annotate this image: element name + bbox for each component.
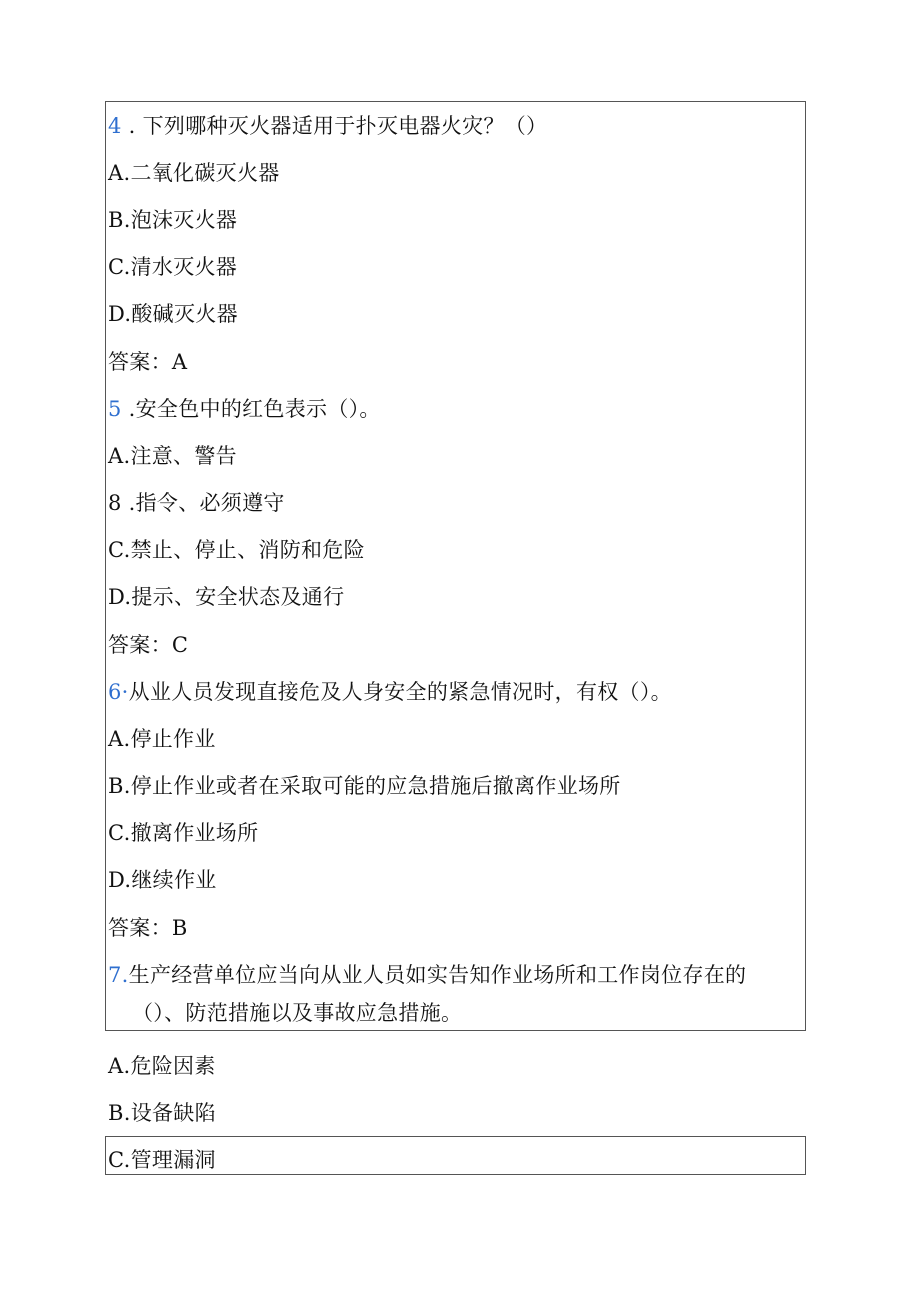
option-b: B.设备缺陷 [108, 1101, 216, 1125]
question-text-continued: （）、防范措施以及事故应急措施。 [132, 1001, 463, 1025]
answer: 答案：B [108, 916, 188, 940]
question-number: 7. [108, 963, 129, 987]
question-text: .安全色中的红色表示（）。 [121, 397, 381, 421]
option-b: 8 .指令、必须遵守 [108, 491, 285, 515]
option-c: C.禁止、停止、消防和危险 [108, 538, 365, 562]
option-a: A.停止作业 [108, 727, 216, 751]
question-7 [108, 963, 746, 987]
question-4 [108, 114, 547, 138]
answer: 答案：C [108, 633, 189, 657]
question-number: 4 [108, 114, 122, 138]
option-a: A.危险因素 [108, 1054, 216, 1078]
question-number: 5 [108, 397, 122, 421]
question-6 [108, 680, 672, 704]
question-text: 生产经营单位应当向从业人员如实告知作业场所和工作岗位存在的 [128, 963, 747, 987]
question-5 [108, 397, 381, 421]
option-d: D.继续作业 [108, 868, 217, 892]
option-d: D.酸碱灭火器 [108, 302, 238, 326]
question-text: . 下列哪种灭火器适用于扑灭电器火灾？（） [121, 114, 548, 138]
option-b: B.泡沫灭火器 [108, 208, 238, 232]
option-c: C.清水灭火器 [108, 255, 238, 279]
option-c: C.撤离作业场所 [108, 821, 259, 845]
question-text: 从业人员发现直接危及人身安全的紧急情况时，有权（）。 [128, 680, 672, 704]
option-d: D.提示、安全状态及通行 [108, 585, 345, 609]
option-b: B.停止作业或者在采取可能的应急措施后撤离作业场所 [108, 774, 621, 798]
answer: 答案：A [108, 350, 188, 374]
option-c: C.管理漏洞 [108, 1148, 216, 1172]
question-number: 6· [108, 680, 129, 704]
option-a: A.二氧化碳灭火器 [108, 161, 280, 185]
option-a: A.注意、警告 [108, 444, 237, 468]
